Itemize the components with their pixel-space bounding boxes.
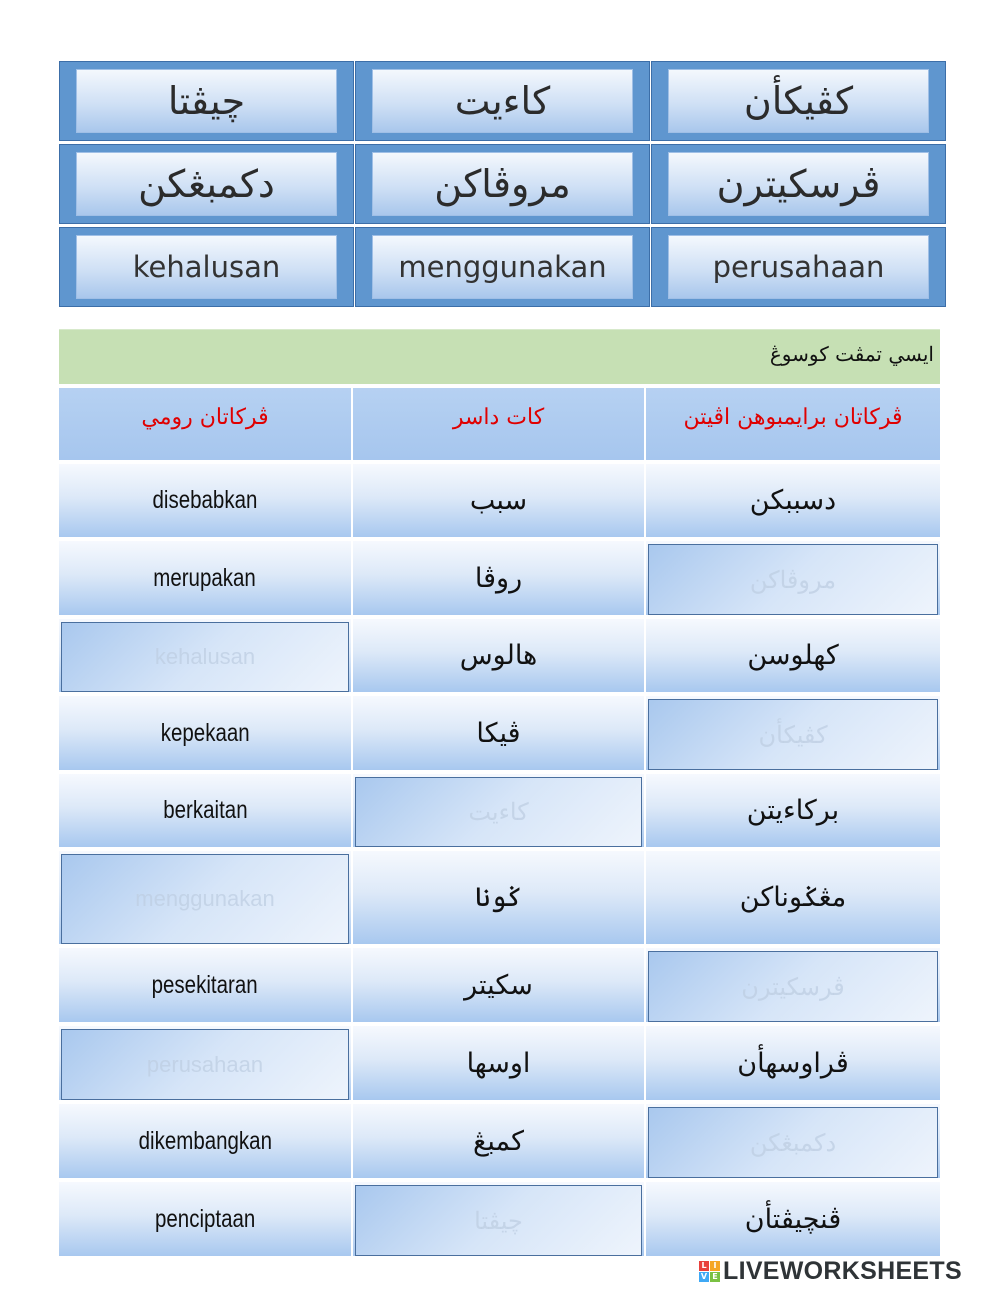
word-bank-cell — [59, 144, 354, 224]
header-rumi-label: ڤرکاتان رومي — [141, 404, 269, 430]
table-row — [59, 619, 940, 696]
jawi-word: مڠݢوناکن — [739, 882, 847, 913]
draggable-word-chip[interactable]: ڤرسکيترن — [668, 152, 929, 216]
cell-rumi — [59, 851, 353, 948]
cell-kata-dasar — [353, 696, 646, 774]
cell-jawi — [646, 1026, 940, 1104]
cell-rumi — [59, 541, 353, 619]
cell-kata-dasar — [353, 851, 646, 948]
jawi-word: کهلوسن — [747, 640, 839, 671]
word-bank-cell — [651, 227, 946, 307]
drop-zone-jawi[interactable] — [648, 699, 938, 770]
rumi-word: berkaitan — [162, 796, 248, 824]
logo-text: LIVEWORKSHEETS — [723, 1256, 962, 1285]
drop-zone-hint: چيڤتا — [474, 1206, 523, 1235]
drop-zone-rumi[interactable] — [61, 622, 349, 692]
instruction-bar — [59, 329, 940, 384]
draggable-word-chip[interactable]: دکمبڠکن — [76, 152, 337, 216]
table-row — [59, 1182, 940, 1260]
word-bank-cell — [59, 227, 354, 307]
word-bank-cell — [59, 61, 354, 141]
drop-zone-jawi[interactable] — [648, 1107, 938, 1178]
liveworksheets-logo — [699, 1256, 962, 1286]
draggable-word-chip[interactable]: کاءيت — [372, 69, 633, 133]
cell-jawi — [646, 696, 940, 774]
cell-jawi — [646, 851, 940, 948]
cell-kata-dasar — [353, 1182, 646, 1260]
drop-zone-kata-dasar[interactable] — [355, 777, 642, 847]
drop-zone-hint: perusahaan — [146, 1051, 264, 1077]
cell-jawi — [646, 948, 940, 1026]
cell-rumi — [59, 696, 353, 774]
table-header-row — [59, 388, 940, 464]
rumi-word: kepekaan — [160, 718, 250, 747]
rumi-word: dikembangkan — [138, 1126, 272, 1155]
drop-zone-hint: kehalusan — [154, 644, 256, 669]
header-kata-dasar-label: کات داسر — [452, 404, 545, 430]
cell-rumi — [59, 619, 353, 696]
cell-kata-dasar — [353, 541, 646, 619]
table-row — [59, 948, 940, 1026]
draggable-word-chip[interactable]: کڤيکأن — [668, 69, 929, 133]
header-rumi — [59, 388, 353, 464]
kata-dasar-word: سبب — [469, 485, 528, 516]
cell-rumi — [59, 1104, 353, 1182]
logo-mark-icon — [699, 1261, 720, 1282]
draggable-word-chip[interactable]: مروڤاکن — [372, 152, 633, 216]
jawi-word: ڤراوسهأن — [737, 1047, 849, 1079]
kata-dasar-word: ݢونا — [474, 882, 523, 913]
draggable-word-chip[interactable]: perusahaan — [668, 235, 929, 299]
kata-dasar-word: کمبڠ — [473, 1125, 524, 1157]
cell-rumi — [59, 464, 353, 541]
table-row — [59, 851, 940, 948]
jawi-word: دسببکن — [749, 485, 837, 516]
logo-square: I — [710, 1261, 720, 1271]
draggable-word-chip[interactable]: چيڤتا — [76, 69, 337, 133]
drop-zone-kata-dasar[interactable] — [355, 1185, 642, 1256]
table-row — [59, 696, 940, 774]
cell-kata-dasar — [353, 1026, 646, 1104]
drop-zone-jawi[interactable] — [648, 544, 938, 615]
drop-zone-jawi[interactable] — [648, 951, 938, 1022]
drop-zone-hint: مروڤاکن — [749, 565, 837, 594]
jawi-word: ڤنچيڤتأن — [744, 1203, 842, 1235]
cell-rumi — [59, 1026, 353, 1104]
header-jawi-label: ڤرکاتان برايمبوهن اڤيتن — [683, 404, 903, 430]
cell-jawi — [646, 1104, 940, 1182]
drop-zone-hint: کاءيت — [468, 798, 529, 826]
cell-rumi — [59, 948, 353, 1026]
table-row — [59, 774, 940, 851]
drop-zone-hint: menggunakan — [135, 886, 275, 911]
word-bank — [59, 61, 946, 307]
cell-kata-dasar — [353, 1104, 646, 1182]
kata-dasar-word: ڤيکا — [476, 717, 521, 749]
draggable-word-chip[interactable]: menggunakan — [372, 235, 633, 299]
word-bank-cell — [651, 61, 946, 141]
rumi-word: disebabkan — [152, 486, 258, 514]
kata-dasar-word: روڤا — [474, 562, 523, 594]
drop-zone-hint: دکمبڠکن — [749, 1128, 837, 1157]
logo-square: L — [699, 1261, 709, 1271]
cell-kata-dasar — [353, 619, 646, 696]
table-row — [59, 464, 940, 541]
cell-jawi — [646, 1182, 940, 1260]
instruction-text: ايسي تمڤت کوسوڠ — [769, 342, 934, 366]
word-bank-cell — [651, 144, 946, 224]
drop-zone-hint: کڤيکأن — [758, 720, 828, 749]
drop-zone-rumi[interactable] — [61, 1029, 349, 1100]
word-bank-cell — [355, 227, 650, 307]
table-row — [59, 1104, 940, 1182]
cell-rumi — [59, 1182, 353, 1260]
kata-dasar-word: سکيتر — [464, 969, 533, 1001]
logo-square: V — [700, 1271, 708, 1281]
cell-kata-dasar — [353, 948, 646, 1026]
header-jawi — [646, 388, 940, 464]
kata-dasar-word: هالوس — [459, 640, 538, 671]
draggable-word-chip[interactable]: kehalusan — [76, 235, 337, 299]
cell-jawi — [646, 774, 940, 851]
rumi-word: merupakan — [153, 563, 257, 592]
cell-jawi — [646, 464, 940, 541]
word-bank-cell — [355, 61, 650, 141]
rumi-word: pesekitaran — [152, 970, 258, 999]
cell-kata-dasar — [353, 464, 646, 541]
drop-zone-hint: ڤرسکيترن — [741, 972, 845, 1001]
table-row — [59, 1026, 940, 1104]
kata-dasar-word: اوسها — [466, 1047, 531, 1079]
cell-jawi — [646, 541, 940, 619]
rumi-word: penciptaan — [154, 1204, 256, 1233]
jawi-word: برکاءيتن — [746, 795, 840, 826]
logo-square: E — [710, 1272, 720, 1282]
word-bank-cell — [355, 144, 650, 224]
table-row — [59, 541, 940, 619]
header-kata-dasar — [353, 388, 646, 464]
drop-zone-rumi[interactable] — [61, 854, 349, 944]
cell-kata-dasar — [353, 774, 646, 851]
cell-rumi — [59, 774, 353, 851]
cell-jawi — [646, 619, 940, 696]
